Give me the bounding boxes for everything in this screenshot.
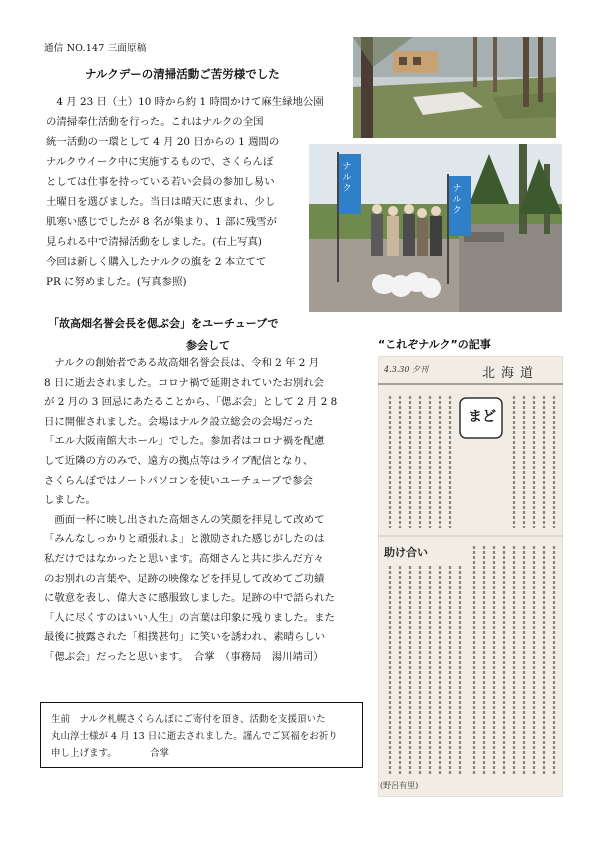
article2-line: 画面一杯に映し出された高畑さんの笑顔を拝見して改めて — [44, 513, 325, 526]
flag-label-right: ナルク — [452, 184, 462, 216]
newspaper-clipping — [378, 356, 563, 797]
article2-line: 「偲ぶ会」だったと思います。 合掌 （事務局 湯川靖司） — [44, 650, 324, 663]
document-header: 通信 NO.147 三面原稿 — [44, 43, 147, 54]
clipping-badge: まど — [468, 409, 496, 425]
article2-line: 「エル大阪南館大ホール」でした。参加者はコロナ禍を配慮 — [44, 435, 325, 448]
article2-body — [44, 354, 362, 668]
article2-line: 「みんなしっかりと頑張れよ」と激励された感じがしたのは — [44, 533, 325, 546]
clipping-caption: “これぞナルク”の記事 — [378, 338, 491, 351]
article1-body — [46, 92, 346, 292]
article1-line: の清掃奉仕活動を行った。これはナルクの全国 — [46, 116, 264, 128]
clipping-date: 4.3.30 夕刊 — [384, 365, 428, 374]
article1-line: 土曜日を選びました。当日は晴天に恵まれ、少し — [46, 196, 276, 208]
article2-line: 最後に披露された「相撲甚句」に笑いを誘われ、素晴らしい — [44, 631, 326, 644]
article1-line: 見られる中で清掃活動をしました。(右上写真) — [46, 236, 262, 248]
article1-line: PR に努めました。(写真参照) — [46, 276, 187, 288]
article2-line: が 2 月の 3 回忌にあたることから、「偲ぶ会」として 2 月 2 8 — [44, 396, 338, 409]
article2-line: ナルクの創始者である故高畑名誉会長は、令和 2 年 2 月 — [44, 357, 320, 369]
article2-line: 8 日に逝去されました。コロナ禍で延期されていたお別れ会 — [44, 376, 325, 389]
flag-label-left: ナルク — [342, 162, 352, 194]
article2-line: のお別れの言葉や、足跡の映像などを拝見して改めてご功績 — [44, 572, 325, 585]
notice-line: 丸山淳士様が 4 月 13 日に逝去されました。謹んでご冥福をお祈り — [51, 731, 338, 742]
article1-line: 4 月 23 日（土）10 時から約 1 時間かけて麻生緑地公園 — [46, 96, 324, 108]
article1-line: 統一活動の一環として 4 月 20 日からの 1 週間の — [46, 136, 280, 148]
article2-title: 「故高畑名誉会長を偲ぶ会」をユーチューブで — [48, 317, 279, 330]
article1-line: ナルクウイーク中に実施するもので、さくらんぼ — [46, 156, 274, 168]
article1-line: 肌寒い感じでしたが 8 名が集まり、1 部に残雪が — [46, 216, 277, 228]
article1-title: ナルクデーの清掃活動ご苦労様でした — [85, 67, 280, 81]
article2-line: しました。 — [44, 494, 96, 507]
article2-line: して近隣の方のみで、遠方の拠点等はライブ配信となり、 — [44, 454, 314, 467]
article1-line: 今回は新しく購入したナルクの旗を 2 本立てて — [46, 256, 267, 268]
article2-line: さくらんぼではノートパソコンを使いユーチューブで参会 — [44, 474, 313, 487]
clipping-paper-name: 北海道 — [482, 366, 540, 381]
park-photo — [353, 37, 556, 138]
article2-line: 日に開催されました。会場はナルク設立総会の会場だった — [44, 415, 314, 428]
clipping-subhead: 助け合い — [384, 546, 428, 559]
article2-line: に敬意を表し、偉大さに感服致しました。足跡の中で語られた — [44, 592, 335, 605]
clipping-byline: (野呂有里) — [380, 781, 419, 790]
article2-line: 「人に尽くすのはいい人生」の言葉は印象に残りました。また — [44, 611, 335, 624]
article1-line: としては仕事を持っている若い会員の参加し易い — [46, 176, 275, 188]
notice-line: 申し上げます。 合掌 — [51, 748, 169, 759]
notice-line: 生前 ナルク札幌さくらんぼにご寄付を頂き、活動を支援頂いた — [51, 714, 326, 725]
article2-title-cont: 参会して — [186, 339, 230, 352]
memorial-notice — [40, 702, 363, 768]
article2-line: 私だけではなかったと思います。高畑さんと共に歩んだ方々 — [44, 552, 324, 565]
